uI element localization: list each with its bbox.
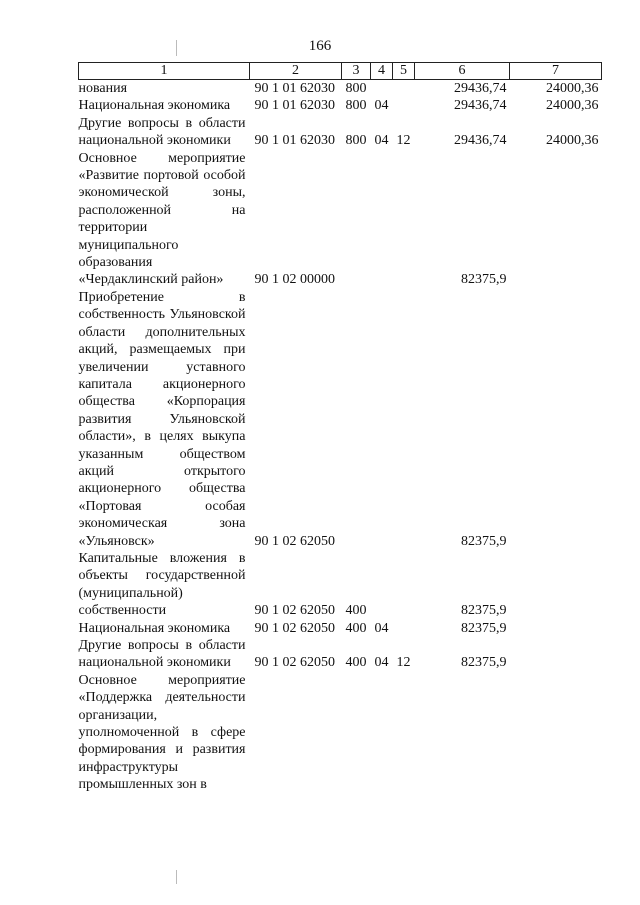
cell-code: 90 1 02 62050 <box>254 620 335 636</box>
cell-sum1: 29436,74 <box>454 81 507 96</box>
cell-rz: 04 <box>374 620 389 636</box>
cell-name: Приобретение в собственность Ульяновской области дополнительных акций, размещаемых при увеличении уставного капитала акционерного общества «Корпорация развития Ульяновской области», в целях выкупа указанным обществом акций открытого акционерного общества «Портовая особая экономическая зона «Ульяновск» <box>78 289 246 549</box>
cell-rz <box>371 672 393 794</box>
cell-vr: 800 <box>345 81 367 96</box>
cell-name: Основное мероприятие «Развитие портовой особой экономической зоны, расположенной на территории муниципального образования «Чердаклинский район» <box>78 150 246 288</box>
cell-pr <box>393 550 415 620</box>
cell-sum1: 82375,9 <box>461 272 507 288</box>
table-row <box>79 637 602 672</box>
column-header: 3 <box>342 63 371 80</box>
cell-vr <box>342 150 371 289</box>
cell-sum1: 82375,9 <box>461 603 507 619</box>
table-row <box>79 550 602 620</box>
cell-rz: 04 <box>374 133 389 149</box>
cell-vr: 400 <box>345 603 367 619</box>
table-row <box>79 115 602 150</box>
column-header: 5 <box>393 63 415 80</box>
cell-name: Другие вопросы в области национальной экономики <box>78 638 246 671</box>
cell-sum1: 82375,9 <box>461 655 507 671</box>
cell-code: 90 1 02 00000 <box>254 272 335 288</box>
cell-code <box>250 672 342 794</box>
table-row <box>79 289 602 550</box>
cell-name: Другие вопросы в области национальной экономики <box>78 115 246 149</box>
cell-name: Национальная экономика <box>78 620 231 636</box>
cell-rz: 04 <box>374 98 389 114</box>
cell-sum1: 82375,9 <box>461 620 507 636</box>
table-row <box>79 80 602 98</box>
cell-pr <box>393 620 415 637</box>
cell-vr: 800 <box>345 133 367 149</box>
cell-pr <box>393 672 415 794</box>
cell-rz <box>371 80 393 98</box>
cell-sum2 <box>510 672 602 794</box>
cell-rz <box>371 550 393 620</box>
cell-vr <box>342 672 371 794</box>
scan-margin-mark <box>176 870 177 884</box>
table-row <box>79 620 602 637</box>
page-number: 166 <box>308 38 332 54</box>
cell-sum2 <box>510 289 602 550</box>
cell-vr: 400 <box>345 620 367 636</box>
cell-rz <box>371 289 393 550</box>
column-header: 6 <box>415 63 510 80</box>
cell-code: 90 1 02 62050 <box>254 655 335 671</box>
scan-margin-mark <box>176 40 177 56</box>
cell-vr: 400 <box>345 655 367 671</box>
cell-sum2: 24000,36 <box>546 133 599 149</box>
cell-sum2 <box>510 620 602 637</box>
cell-pr: 12 <box>396 655 411 671</box>
cell-pr <box>393 289 415 550</box>
cell-rz <box>371 150 393 289</box>
cell-name: Национальная экономика <box>78 98 231 114</box>
table-row <box>79 150 602 289</box>
cell-pr <box>393 80 415 98</box>
cell-name: Основное мероприятие «Поддержка деятельности организации, уполномоченной в сфере формирования и развития инфраструктуры промышленных зон в <box>78 672 246 793</box>
cell-sum1: 82375,9 <box>461 533 507 549</box>
table-row <box>79 672 602 794</box>
cell-code: 90 1 02 62050 <box>254 533 335 549</box>
cell-code: 90 1 01 62030 <box>254 98 335 114</box>
column-header: 7 <box>510 63 602 80</box>
cell-sum2 <box>510 637 602 672</box>
cell-sum2: 24000,36 <box>546 98 599 114</box>
cell-name: Капитальные вложения в объекты государственной (муниципальной) собственности <box>78 550 246 619</box>
budget-table <box>78 62 602 794</box>
cell-sum2 <box>510 150 602 289</box>
cell-sum1: 29436,74 <box>454 98 507 114</box>
cell-code: 90 1 01 62030 <box>254 133 335 149</box>
cell-sum1 <box>415 672 510 794</box>
cell-sum2 <box>510 550 602 620</box>
cell-rz: 04 <box>374 655 389 671</box>
cell-vr: 800 <box>345 98 367 114</box>
cell-sum2: 24000,36 <box>546 81 599 96</box>
cell-pr: 12 <box>396 133 411 149</box>
header-row <box>79 63 602 80</box>
cell-name: нования <box>78 81 128 96</box>
column-header: 2 <box>250 63 342 80</box>
table-body <box>79 80 602 794</box>
cell-vr <box>342 289 371 550</box>
cell-pr <box>393 97 415 114</box>
table-row <box>79 97 602 114</box>
column-header: 1 <box>79 63 250 80</box>
cell-code: 90 1 01 62030 <box>254 81 335 96</box>
column-header: 4 <box>371 63 393 80</box>
cell-pr <box>393 150 415 289</box>
cell-code: 90 1 02 62050 <box>254 603 335 619</box>
cell-sum1: 29436,74 <box>454 133 507 149</box>
